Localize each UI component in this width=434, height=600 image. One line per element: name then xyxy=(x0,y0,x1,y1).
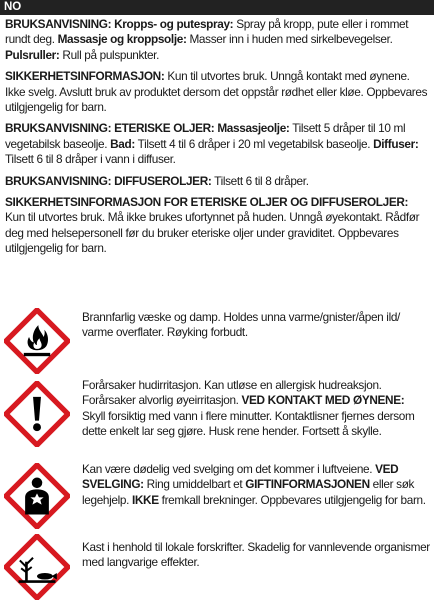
language-header-bar xyxy=(0,0,434,15)
hazard-text-irritant xyxy=(82,378,430,440)
if-swallowed-label: VED SVELGING: xyxy=(82,462,399,492)
text-run: Skyll forsiktig med vann i flere minutter. Kontaktlisner fjernes dersom dette enkelt lar seg gjøre. Husk rene hender. Fortsett å skylle. xyxy=(82,408,415,439)
text-run: fremkall brekninger. Oppbevares utilgjengelig for barn. xyxy=(158,492,426,507)
health-hazard-icon xyxy=(4,463,70,529)
bath-label: Bad: xyxy=(110,136,135,151)
text-run: Tilsett 6 til 8 dråper. xyxy=(211,173,309,188)
environment-icon xyxy=(4,534,70,600)
diffuser-label: Diffuser: xyxy=(373,136,419,151)
safety-general-paragraph xyxy=(5,69,429,115)
usage-spray-heading: BRUKSANVISNING: xyxy=(5,17,112,31)
text-run: Kast i henhold til lokale forskrifter. Skadelig for vannlevende organismer med langvarige effekter. xyxy=(82,540,430,570)
usage-spray-paragraph xyxy=(5,17,429,63)
usage-diffuser-paragraph xyxy=(5,174,429,189)
text-run: Kun til utvortes bruk. Må ikke brukes ufortynnet på huden. Unngå øyekontakt. Rådfør deg med helsepersonell før du bruker eteriske oljer under graviditet. Oppbevares utilgjengelig for barn. xyxy=(5,210,420,256)
safety-general-heading: SIKKERHETSINFORMASJON: xyxy=(5,69,165,84)
language-code: NO xyxy=(4,1,22,13)
text-run: Masser inn i huden med sirkelbevegelser. xyxy=(186,32,393,47)
text-run: Kan være dødelig ved svelging om det kommer i luftveiene. xyxy=(82,462,376,476)
hazard-text-environment xyxy=(82,540,430,571)
text-run: eller søk legehjelp. xyxy=(82,477,415,507)
hazard-text-health xyxy=(82,462,430,508)
instructions-content xyxy=(5,17,429,261)
text-run: Tilsett 6 til 8 dråper i vann i diffuser. xyxy=(5,152,176,167)
safety-oils-paragraph xyxy=(5,195,429,257)
text-run: Brannfarlig væske og damp. Holdes unna varme/gnister/åpen ild/ varme overflater. Røyking forbudt. xyxy=(82,310,400,340)
text-run: Tilsett 4 til 6 dråper i 20 ml vegetabilsk baseolje. xyxy=(134,136,374,151)
text-run: Kun til utvortes bruk. Unngå kontakt med øynene. Ikke svelg. Avslutt bruk av produktet dersom det oppstår rødhet eller kløe. Oppbevares utilgjengelig for barn. xyxy=(5,69,428,115)
text-run: Tilsett 5 dråper til 10 ml vegetabilsk baseolje. xyxy=(5,121,406,151)
massage-oil-label: Massasje og kroppsolje: xyxy=(57,32,187,47)
safety-oils-heading: SIKKERHETSINFORMASJON FOR ETERISKE OLJER OG DIFFUSEROLJER: xyxy=(5,195,409,210)
pulse-roller-label: Pulsruller: xyxy=(5,47,60,62)
text-run: Rull på pulspunkter. xyxy=(59,47,160,62)
exclamation-icon xyxy=(4,381,70,447)
massage-oil-label: Massasjeolje: xyxy=(217,121,290,136)
hazard-text-flammable xyxy=(82,310,430,341)
do-not-label: IKKE xyxy=(131,492,159,507)
text-run: Spray på kropp, pute eller i rommet rundt deg. xyxy=(5,17,409,47)
text-run: Ring umiddelbart et xyxy=(143,477,246,492)
body-pillow-spray-label: Kropps- og putespray: xyxy=(114,17,234,31)
usage-oils-heading: BRUKSANVISNING: ETERISKE OLJER: xyxy=(5,121,215,136)
usage-oils-paragraph xyxy=(5,121,429,167)
poison-center-label: GIFTINFORMASJONEN xyxy=(245,477,370,492)
flame-icon xyxy=(4,308,70,374)
eye-contact-label: VED KONTAKT MED ØYNENE: xyxy=(241,393,405,408)
usage-diffuser-heading: BRUKSANVISNING: DIFFUSEROLJER: xyxy=(5,173,212,188)
text-run: Forårsaker hudirritasjon. Kan utløse en allergisk hudreaksjon. Forårsaker alvorlig øyeirritasjon. xyxy=(82,378,382,408)
